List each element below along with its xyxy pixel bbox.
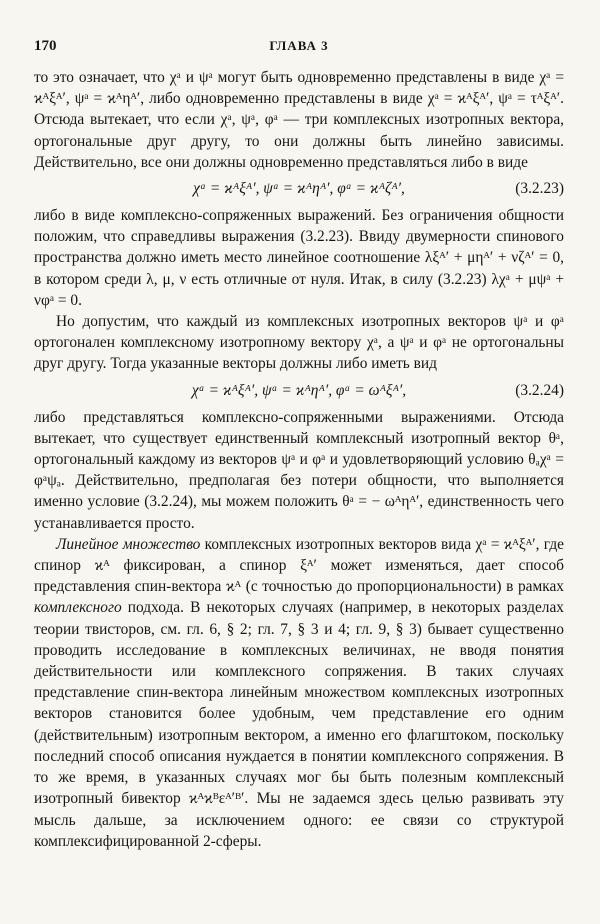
paragraph-5	[34, 534, 564, 852]
equation-number: (3.2.24)	[515, 381, 564, 399]
paragraph-4: либо представляться комплексно-сопряженными выражениями. Отсюда вытекает, что существует единственный комплексный изотропный вектор θᵃ, ортогональный каждому из векторов ψᵃ и φᵃ и удовлетворяющий условию θₐχᵃ = φᵃψₐ. Действительно, предполагая без потери общности, что выполняется именно условие (3.2.24), мы можем положить θᵃ = − ωᴬηᴬ′, единственность чего устанавливается просто.	[34, 408, 564, 532]
equation-3-2-23	[34, 173, 564, 205]
running-title: ГЛАВА 3	[269, 38, 329, 53]
page-number: 170	[34, 38, 57, 54]
italic-emphasis: комплексного	[34, 599, 122, 617]
equation-number: (3.2.23)	[515, 180, 564, 198]
equation-formula: χᵃ = ϰᴬξᴬ′, ψᵃ = ϰᴬηᴬ′, φᵃ = ωᴬξᴬ′,	[191, 381, 407, 399]
paragraph-3: Но допустим, что каждый из комплексных изотропных векторов ψᵃ и φᵃ ортогонален комплексному изотропному вектору χᵃ, а ψᵃ и φᵃ не ортогональны друг другу. Тогда указанные векторы должны либо иметь вид	[34, 313, 564, 373]
paragraph-5-text-b: подхода. В некоторых случаях (например, в некоторых разделах теории твисторов, см. гл. 6, § 2; гл. 7, § 3 и 4; гл. 9, § 3) бывает существенно проводить исследование в комплексных величинах, не вводя понятия действительности или комплексного сопряжения. В таких случаях представление спин-вектора линейным множеством комплексных изотропных векторов становится более удобным, чем представление его одним (действительным) изотропным вектором, а именно его флагштоком, поскольку последний способ описания нуждается в понятии комплексного сопряжения. В то же время, в указанных случаях мог бы быть полезным комплексный изотропный бивектор ϰᴬϰᴮεᴬ′ᴮ′. Мы не задаемся здесь целью развивать эту мысль дальше, за исключением одного: ее связи со структурой комплексифицированной 2-сферы.	[34, 599, 564, 850]
paragraph-2: либо в виде комплексно-сопряженных выражений. Без ограничения общности положим, что справедливы выражения (3.2.23). Ввиду двумерности спинового пространства должно иметь место линейное соотношение λξᴬ′ + μηᴬ′ + νζᴬ′ = 0, в котором среди λ, μ, ν есть отличные от нуля. Итак, в силу (3.2.23) λχᵃ + μψᵃ + νφᵃ = 0.	[34, 207, 564, 309]
page-header	[34, 38, 564, 60]
paragraph-1: то это означает, что χᵃ и ψᵃ могут быть одновременно представлены в виде χᵃ = ϰᴬξᴬ′, ψᵃ = ϰᴬηᴬ′, либо одновременно представлены в виде χᵃ = ϰᴬξᴬ′, ψᵃ = τᴬξᴬ′. Отсюда вытекает, что если χᵃ, ψᵃ, φᵃ — три комплексных изотропных вектора, ортогональные друг другу, то они должны быть линейно зависимы. Действительно, все они должны одновременно представляться либо в виде	[34, 69, 564, 171]
paragraph-5-text-a: комплексных изотропных векторов вида χᵃ = ϰᴬξᴬ′, где спинор ϰᴬ фиксирован, а спинор ξᴬ′ может изменяться, дает способ представления спин-вектора ϰᴬ (с точностью до пропорциональности) в рамках	[34, 535, 564, 596]
italic-term: Линейное множество	[56, 535, 201, 553]
page-body	[34, 67, 564, 852]
equation-formula: χᵃ = ϰᴬξᴬ′, ψᵃ = ϰᴬηᴬ′, φᵃ = ϰᴬζᴬ′,	[193, 180, 405, 198]
equation-3-2-24	[34, 375, 564, 407]
